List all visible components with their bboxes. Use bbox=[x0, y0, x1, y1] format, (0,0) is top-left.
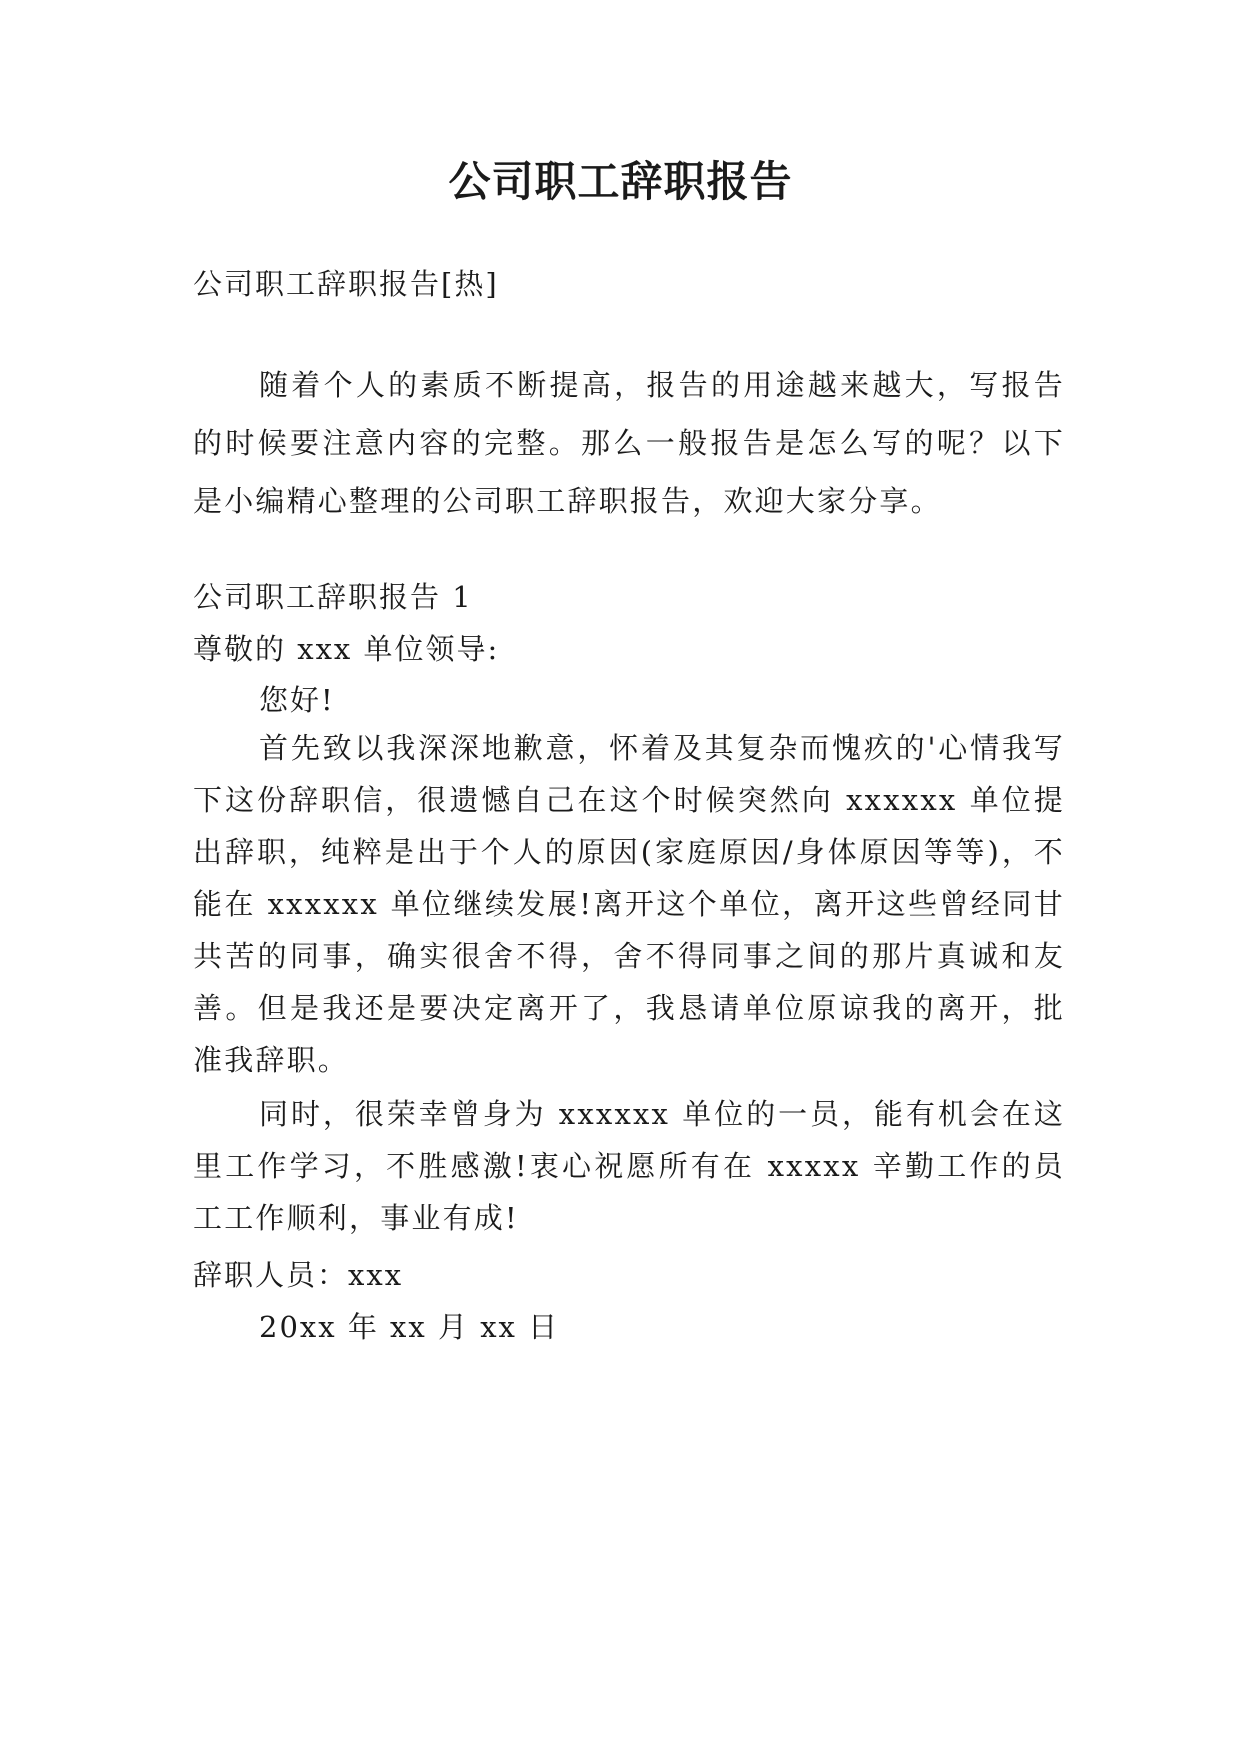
date: 20xx 年 xx 月 xx 日 bbox=[259, 1310, 560, 1344]
body-paragraph-1: 首先致以我深深地歉意，怀着及其复杂而愧疚的'心情我写下这份辞职信，很遗憾自己在这个时候突然向 xxxxxx 单位提出辞职，纯粹是出于个人的原因(家庭原因/身体原因等等)，不能在 xxxxxx 单位继续发展!离开这个单位，离开这些曾经同甘共苦的同事，确实很舍不得，舍不得同事之间的那片真诚和友善。但是我还是要决定离开了，我恳请单位原谅我的离开，批准我辞职。 bbox=[193, 731, 1065, 1077]
body-paragraph-2: 同时，很荣幸曾身为 xxxxxx 单位的一员，能有机会在这里工作学习，不胜感激!衷心祝愿所有在 xxxxx 辛勤工作的员工工作顺利，事业有成! bbox=[193, 1097, 1065, 1235]
salutation: 尊敬的 xxx 单位领导: bbox=[193, 632, 500, 666]
document-subtitle: 公司职工辞职报告[热] bbox=[193, 267, 499, 301]
signature: 辞职人员：xxx bbox=[193, 1258, 404, 1292]
greeting: 您好! bbox=[259, 683, 335, 717]
document-title: 公司职工辞职报告 bbox=[448, 157, 793, 206]
section-heading: 公司职工辞职报告 1 bbox=[193, 580, 473, 614]
intro-paragraph: 随着个人的素质不断提高，报告的用途越来越大，写报告的时候要注意内容的完整。那么一般报告是怎么写的呢？以下是小编精心整理的公司职工辞职报告，欢迎大家分享。 bbox=[193, 368, 1065, 518]
